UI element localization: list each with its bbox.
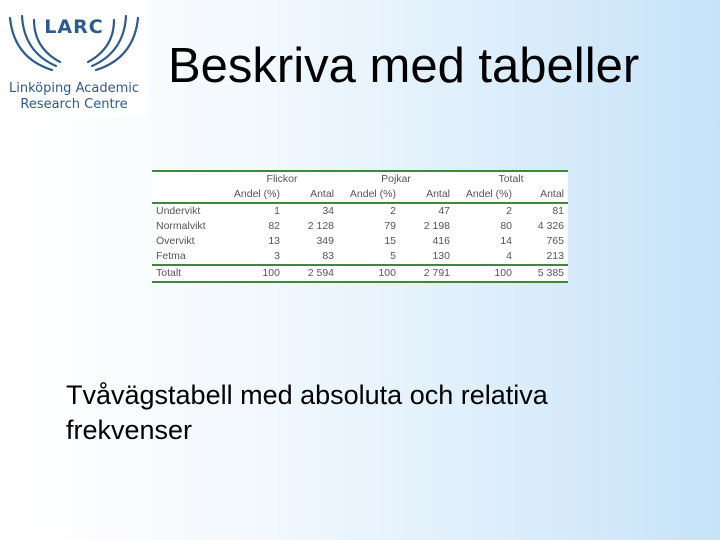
- row-label: Normalvikt: [156, 220, 206, 232]
- table-cell: 80: [500, 220, 512, 232]
- total-row: [152, 265, 568, 282]
- table-cell: 83: [322, 250, 334, 262]
- table-cell: 100: [338, 265, 400, 282]
- column-header: Antal: [284, 187, 338, 203]
- table-cell: 765: [546, 235, 564, 247]
- row-label: Totalt: [152, 265, 226, 282]
- table-cell: 2 128: [307, 220, 334, 232]
- header-blank: [152, 171, 226, 187]
- slide-title: Beskriva med tabeller: [168, 39, 640, 93]
- table-cell: 81: [552, 205, 564, 217]
- table-cell: 4: [506, 250, 512, 262]
- subheader-row: [152, 187, 568, 203]
- table-cell: 213: [546, 250, 564, 262]
- table-cell: 349: [316, 235, 334, 247]
- table-cell: 34: [322, 205, 334, 217]
- row-label: Fetma: [156, 250, 186, 262]
- table-cell: 416: [432, 235, 450, 247]
- table-cell: 4 326: [537, 220, 564, 232]
- logo-title: LARC: [44, 16, 104, 38]
- body-text: Tvåvägstabell med absoluta och relativa frekvenser: [66, 380, 548, 445]
- table-cell: 13: [268, 235, 280, 247]
- table-cell: 1: [274, 205, 280, 217]
- row-label: Övervikt: [156, 235, 195, 247]
- larc-logo: [0, 0, 148, 118]
- group-header: Flickor: [266, 173, 298, 185]
- table-cell: 79: [384, 220, 396, 232]
- group-header: Totalt: [498, 173, 524, 185]
- table-cell: 82: [268, 220, 280, 232]
- table-row: [152, 219, 568, 234]
- frequency-table-image: [152, 170, 568, 283]
- row-label: Undervikt: [156, 205, 201, 217]
- column-header: Antal: [516, 187, 568, 203]
- table-cell: 14: [500, 235, 512, 247]
- table-row: [152, 234, 568, 249]
- table-cell: 2 594: [284, 265, 338, 282]
- group-header: Pojkar: [381, 173, 411, 185]
- table-cell: 2: [506, 205, 512, 217]
- logo-name-line2: Research Centre: [20, 97, 128, 112]
- table-cell: 47: [438, 205, 450, 217]
- column-header: Antal: [400, 187, 454, 203]
- table-cell: 100: [454, 265, 516, 282]
- table-cell: 100: [226, 265, 284, 282]
- table-cell: 2 791: [400, 265, 454, 282]
- column-header: Andel (%): [226, 187, 284, 203]
- table-cell: 2: [390, 205, 396, 217]
- table-cell: 5 385: [516, 265, 568, 282]
- header-blank: [152, 187, 226, 203]
- frequency-table: [152, 170, 568, 283]
- table-cell: 15: [384, 235, 396, 247]
- column-header: Andel (%): [338, 187, 400, 203]
- logo-name-line1: Linköping Academic: [8, 81, 140, 96]
- table-cell: 2 198: [423, 220, 450, 232]
- table-cell: 3: [274, 250, 280, 262]
- table-row: [152, 249, 568, 265]
- table-row: [152, 203, 568, 219]
- column-header: Andel (%): [454, 187, 516, 203]
- group-header-row: [152, 171, 568, 187]
- table-cell: 130: [432, 250, 450, 262]
- table-cell: 5: [390, 250, 396, 262]
